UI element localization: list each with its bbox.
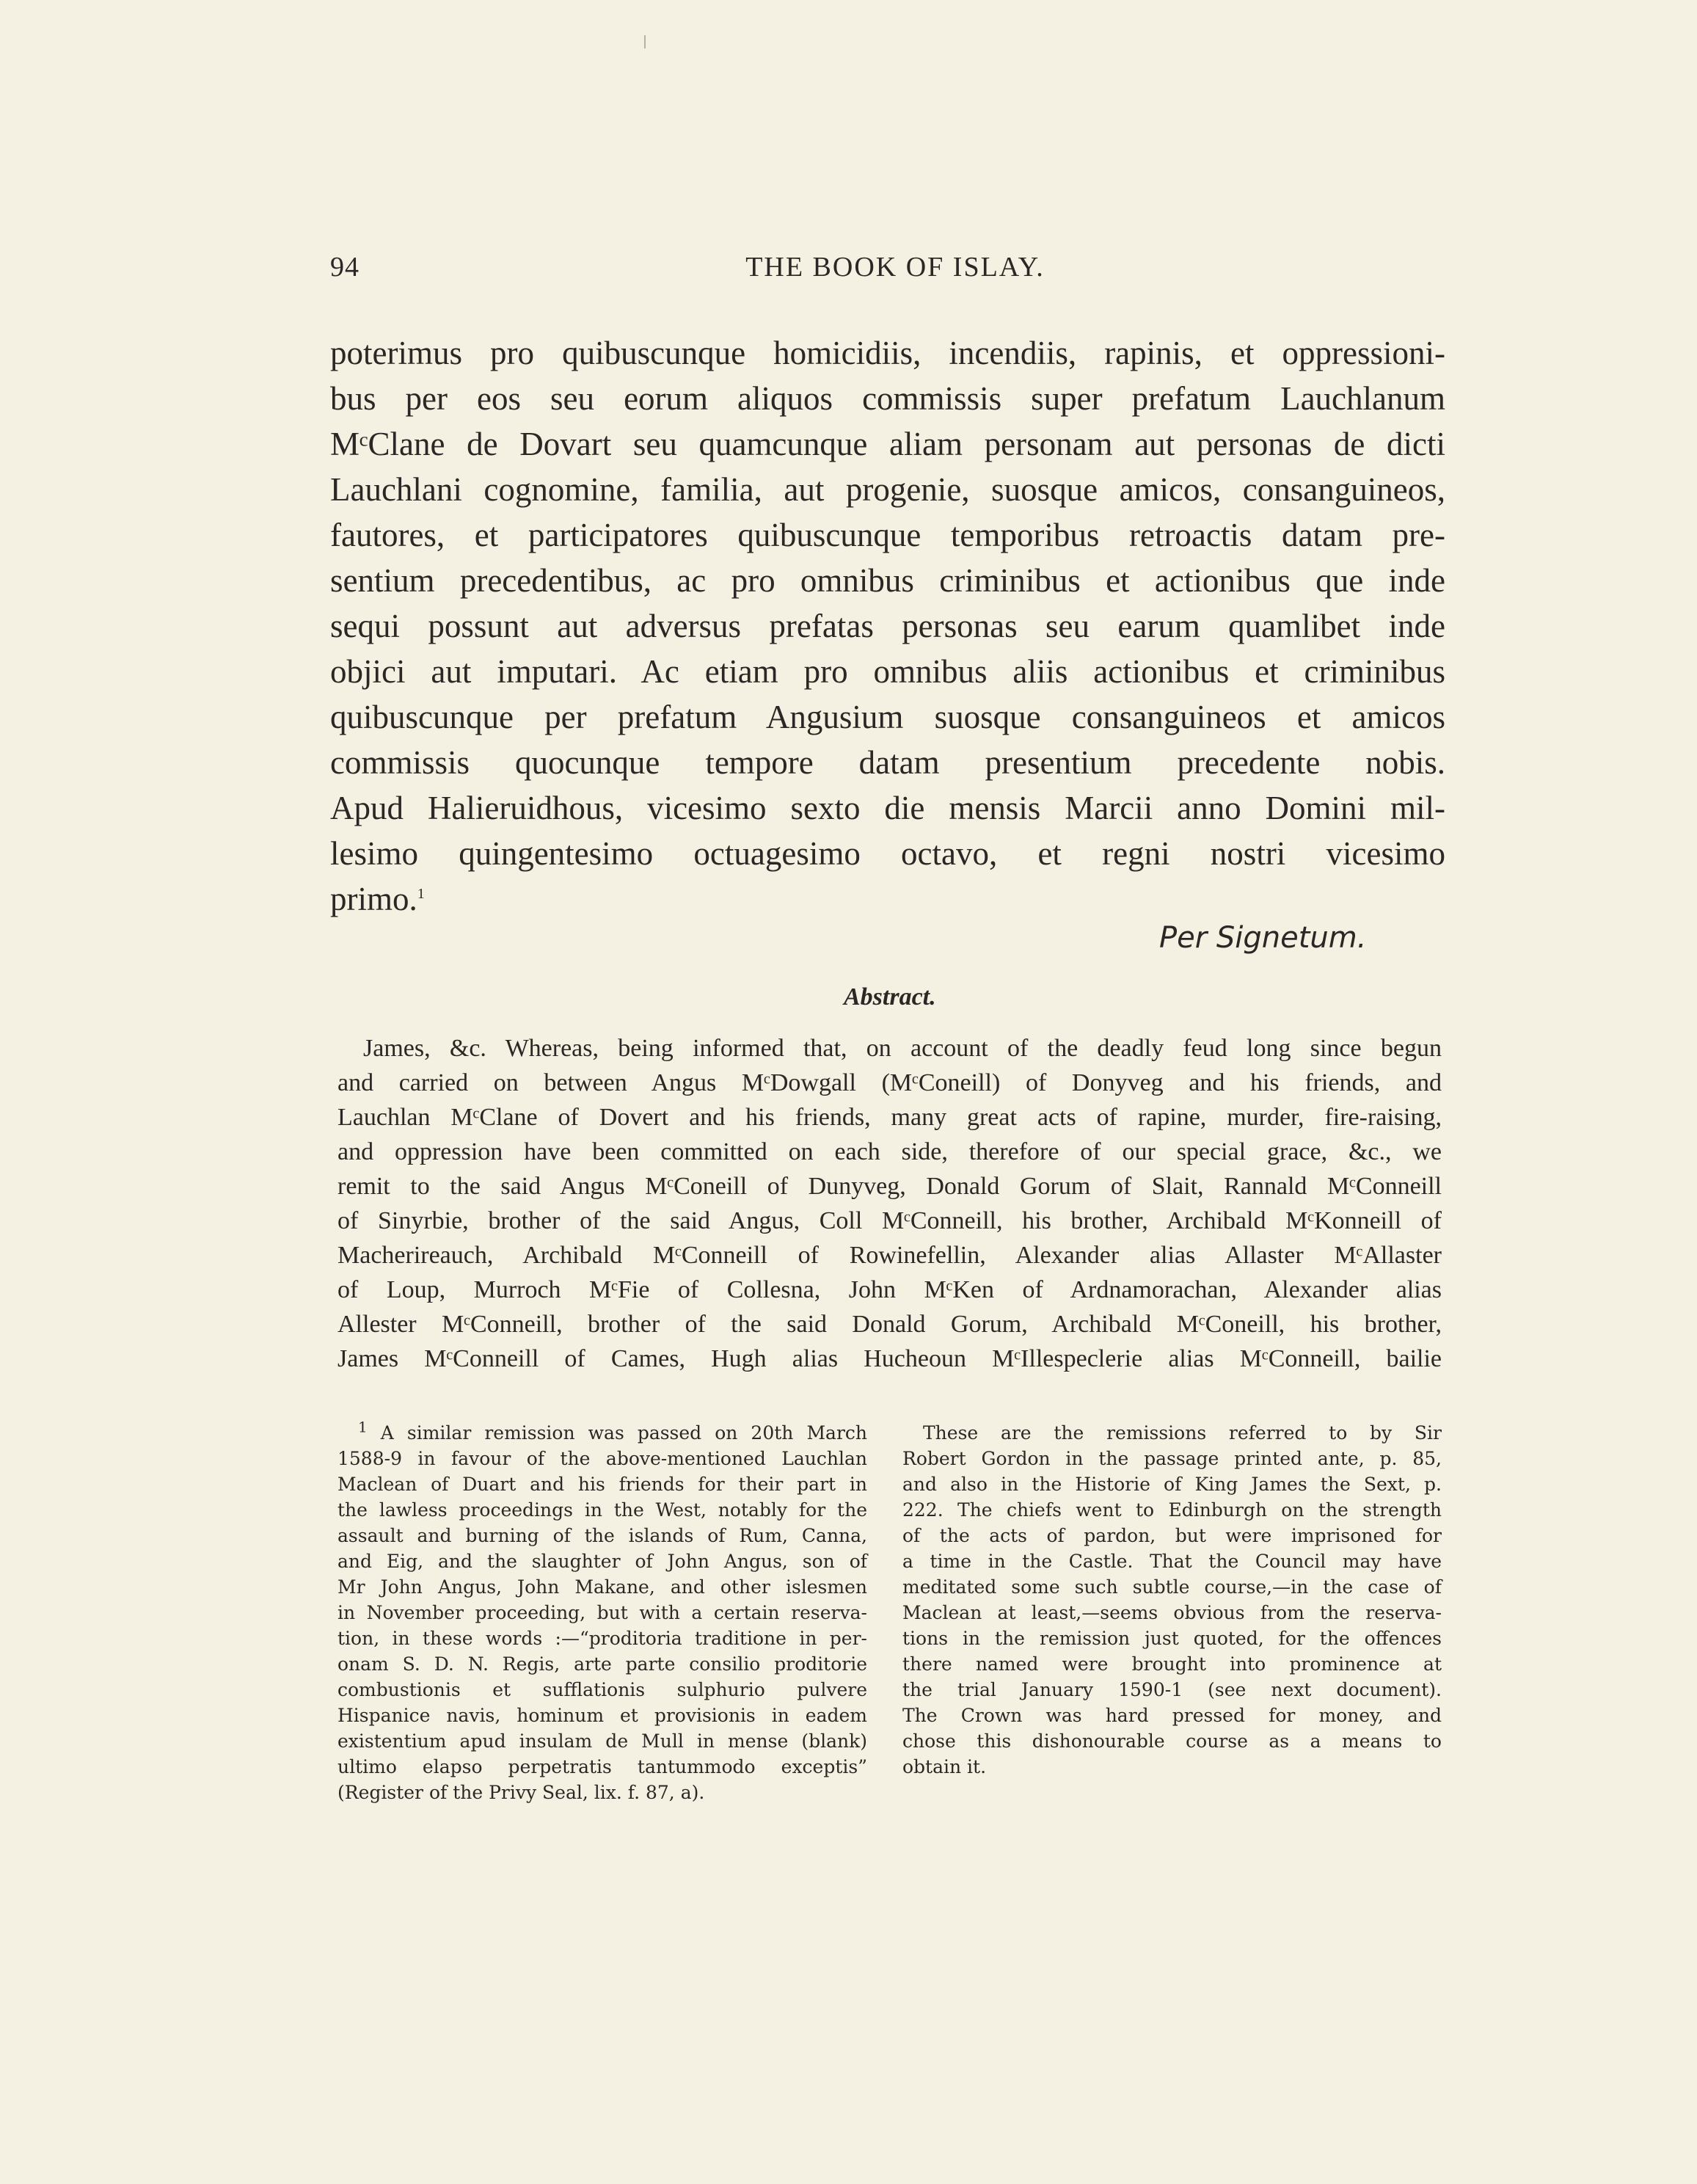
text-line: and oppression have been committed on each side, therefore of our special grace, &c., we [337,1138,1442,1165]
footnote-line: there named were brought into prominence at [902,1653,1442,1675]
footnote-column-right [902,1420,1442,1780]
last-line-text: primo. [330,881,417,917]
footnote-line: of the acts of pardon, but were imprisoned for [902,1525,1442,1546]
text-line: lesimo quingentesimo octuagesimo octavo, et regni nostri vicesimo [330,835,1445,872]
footnote-reference: 1 [417,886,425,902]
footnote-line: in November proceeding, but with a certain reserva- [337,1602,867,1623]
text-line: fautores, et participatores quibuscunque temporibus retroactis datam pre- [330,517,1445,553]
signature-line: Per Signetum. [1159,921,1367,955]
abstract-text [337,1031,1442,1376]
footnote-line: the lawless proceedings in the West, notably for the [337,1499,867,1521]
latin-remission-text [330,330,1445,922]
footnote-line: ultimo elapso perpetratis tantummodo exceptis” [337,1756,867,1777]
footnote-line: assault and burning of the islands of Rum, Canna, [337,1525,867,1546]
footnote-line: Hispanice navis, hominum et provisionis in eadem [337,1705,867,1726]
footnote-line: and Eig, and the slaughter of John Angus, son of [337,1551,867,1572]
footnote-line: Maclean of Duart and his friends for their part in [337,1474,867,1495]
text-line: Macherireauch, Archibald MᶜConneill of Rowinefellin, Alexander alias Allaster MᶜAllaster [337,1242,1442,1269]
footnote-line-text: A similar remission was passed on 20th March [380,1422,868,1444]
footnote-line: meditated some such subtle course,—in the case of [902,1576,1442,1598]
footnote-marker: 1 [358,1418,368,1436]
text-line: of Loup, Murroch MᶜFie of Collesna, John MᶜKen of Ardnamorachan, Alexander alias [337,1276,1442,1303]
text-line: Allester MᶜConneill, brother of the said Donald Gorum, Archibald MᶜConeill, his brother, [337,1311,1442,1338]
text-line: sequi possunt aut adversus prefatas personas seu earum quamlibet inde [330,608,1445,644]
footnote-line: These are the remissions referred to by Sir [923,1422,1442,1444]
text-line: sentium precedentibus, ac pro omnibus criminibus et actionibus que inde [330,562,1445,599]
text-line: objici aut imputari. Ac etiam pro omnibus aliis actionibus et criminibus [330,653,1445,690]
footnote-line: Robert Gordon in the passage printed ante, p. 85, [902,1448,1442,1469]
text-line: commissis quocunque tempore datam presentium precedente nobis. [330,744,1445,781]
text-line: Lauchlani cognomine, familia, aut progenie, suosque amicos, consanguineos, [330,471,1445,508]
footnote-line: a time in the Castle. That the Council may have [902,1551,1442,1572]
scan-mark [644,35,646,48]
footnote-line: 222. The chiefs went to Edinburgh on the strength [902,1499,1442,1521]
footnote-line: tions in the remission just quoted, for the offences [902,1628,1442,1649]
footnote-line: obtain it. [902,1756,987,1777]
footnote-line: existentium apud insulam de Mull in mense (blank) [337,1730,867,1752]
text-line-last [330,876,1445,922]
footnote-line: tion, in these words :—“proditoria traditione in per- [337,1628,867,1649]
footnote-line: The Crown was hard pressed for money, and [902,1705,1442,1726]
text-line: Apud Halieruidhous, vicesimo sexto die mensis Marcii anno Domini mil- [330,790,1445,826]
text-line: remit to the said Angus MᶜConeill of Dunyveg, Donald Gorum of Slait, Rannald MᶜConneill [337,1173,1442,1200]
text-line: MᶜClane de Dovart seu quamcunque aliam personam aut personas de dicti [330,426,1445,462]
page-number: 94 [330,252,360,283]
footnote-line: 1588-9 in favour of the above-mentioned Lauchlan [337,1448,867,1469]
text-line: James, &c. Whereas, being informed that, on account of the deadly feud long since begun [363,1035,1442,1062]
text-line: poterimus pro quibuscunque homicidiis, incendiis, rapinis, et oppressioni- [330,335,1445,371]
footnote-line: (Register of the Privy Seal, lix. f. 87, a). [337,1782,705,1803]
running-title: THE BOOK OF ISLAY. [745,252,1045,283]
footnote-line: combustionis et sufflationis sulphurio pulvere [337,1679,867,1700]
footnote-line: chose this dishonourable course as a means to [902,1730,1442,1752]
text-line: James MᶜConneill of Cames, Hugh alias Hucheoun MᶜIllespeclerie alias MᶜConneill, bailie [337,1345,1442,1372]
footnote-line: onam S. D. N. Regis, arte parte consilio proditorie [337,1653,867,1675]
text-line: of Sinyrbie, brother of the said Angus, Coll MᶜConneill, his brother, Archibald MᶜKonneill of [337,1207,1442,1234]
footnote-line: and also in the Historie of King James the Sext, p. [902,1474,1442,1495]
footnote-line: Maclean at least,—seems obvious from the reserva- [902,1602,1442,1623]
footnote-column-left [337,1420,867,1805]
footnote-line: Mr John Angus, John Makane, and other islesmen [337,1576,867,1598]
text-line: quibuscunque per prefatum Angusium suosque consanguineos et amicos [330,699,1445,735]
abstract-heading: Abstract. [844,983,936,1011]
text-line: and carried on between Angus MᶜDowgall (MᶜConeill) of Donyveg and his friends, and [337,1069,1442,1096]
text-line: bus per eos seu eorum aliquos commissis super prefatum Lauchlanum [330,380,1445,417]
footnote-line [337,1420,867,1446]
text-line: Lauchlan MᶜClane of Dovert and his friends, many great acts of rapine, murder, fire-raising, [337,1104,1442,1131]
page-header [330,251,1445,288]
footnote-line: the trial January 1590-1 (see next document). [902,1679,1442,1700]
